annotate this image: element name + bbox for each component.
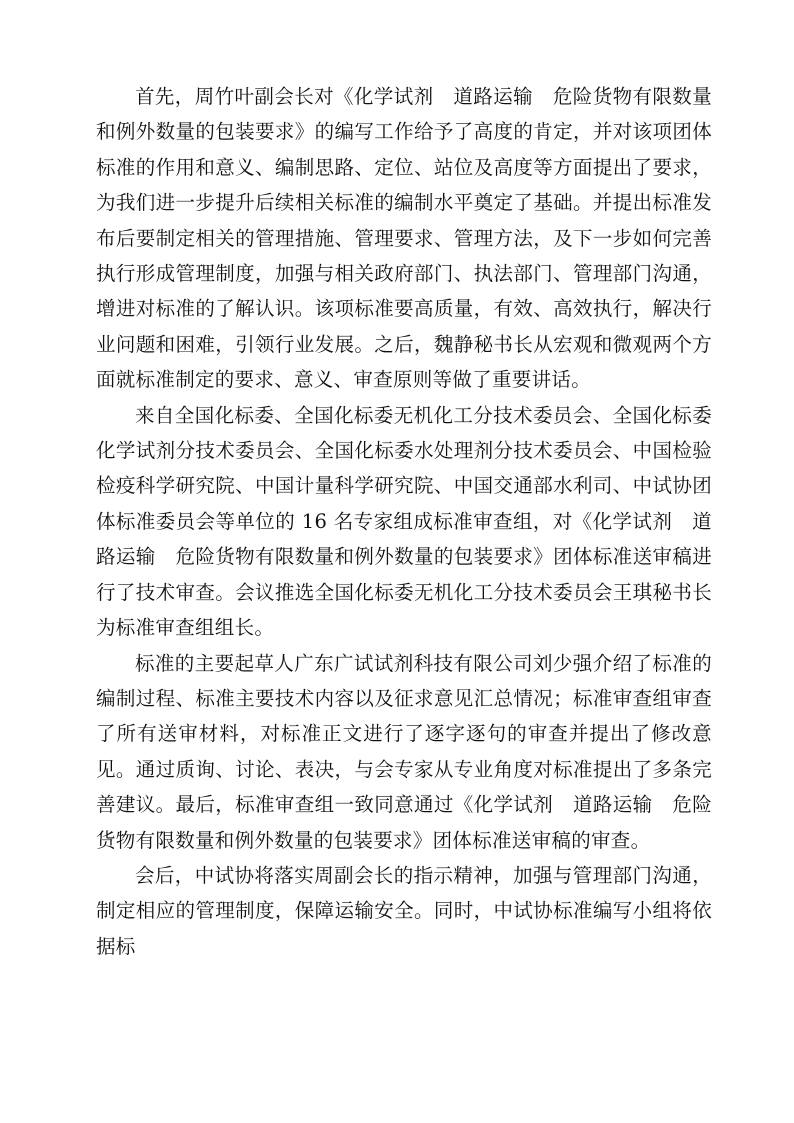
- paragraph-opening-remarks: 首先，周竹叶副会长对《化学试剂 道路运输 危险货物有限数量和例外数量的包装要求》的编写工作给予了高度的肯定，并对该项团体标准的作用和意义、编制思路、定位、站位及高度等方面提出了要求，为我们进一步提升后续相关标准的编制水平奠定了基础。并提出标准发布后要制定相关的管理措施、管理要求、管理方法，及下一步如何完善执行形成管理制度，加强与相关政府部门、执法部门、管理部门沟通，增进对标准的了解认识。该项标准要高质量，有效、高效执行，解决行业问题和困难，引领行业发展。之后，魏静秘书长从宏观和微观两个方面就标准制定的要求、意义、审查原则等做了重要讲话。: [96, 85, 712, 392]
- paragraph-technical-review: 标准的主要起草人广东广试试剂科技有限公司刘少强介绍了标准的编制过程、标准主要技术内容以及征求意见汇总情况；标准审查组审查了所有送审材料，对标准正文进行了逐字逐句的审查并提出了修改意见。通过质询、讨论、表决，与会专家从专业角度对标准提出了多条完善建议。最后，标准审查组一致同意通过《化学试剂 道路运输 危险货物有限数量和例外数量的包装要求》团体标准送审稿的审查。: [96, 651, 712, 852]
- paragraph-review-panel: 来自全国化标委、全国化标委无机化工分技术委员会、全国化标委化学试剂分技术委员会、全国化标委水处理剂分技术委员会、中国检验检疫科学研究院、中国计量科学研究院、中国交通部水利司、中试协团体标准委员会等单位的 16 名专家组成标准审查组，对《化学试剂 道路运输 危险货物有限数量和例外数量的包装要求》团体标准送审稿进行了技术审查。会议推选全国化标委无机化工分技术委员会王琪秘书长为标准审查组组长。: [96, 403, 712, 640]
- paragraph-follow-up: 会后，中试协将落实周副会长的指示精神，加强与管理部门沟通，制定相应的管理制度，保障运输安全。同时，中试协标准编写小组将依据标: [96, 863, 712, 958]
